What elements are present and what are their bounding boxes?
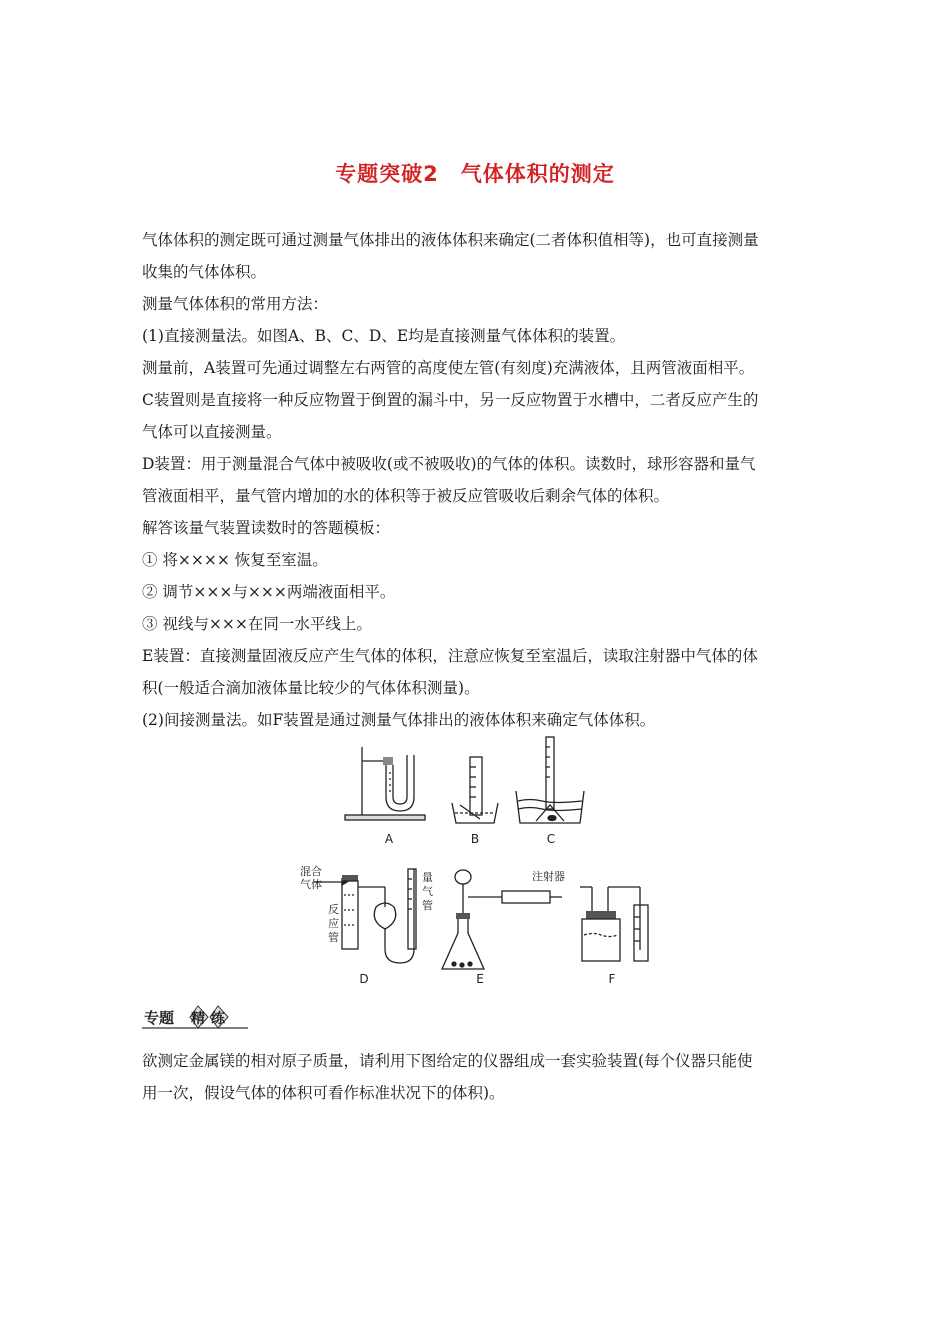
paragraph-line: 测量前，A装置可先通过调整左右两管的高度使左管(有刻度)充满液体，且两管液面相平。 <box>142 359 755 377</box>
section-tag <box>142 1003 252 1033</box>
paragraph-line: 气体体积的测定既可通过测量气体排出的液体体积来确定(二者体积值相等)，也可直接测量 <box>142 231 759 249</box>
reaction-tube-label: 应 <box>328 917 339 930</box>
label-d: D <box>359 972 369 986</box>
section-tag-text: 专题 <box>144 1009 175 1027</box>
section-tag-char: 精 <box>191 1011 205 1027</box>
apparatus-e <box>442 870 562 969</box>
apparatus-c <box>516 737 584 823</box>
paragraph-line: 解答该量气装置读数时的答题模板： <box>142 519 391 537</box>
label-f: F <box>608 972 616 986</box>
apparatus-f <box>580 887 648 961</box>
paragraph-line: 气体可以直接测量。 <box>142 423 282 441</box>
paragraph-line: ① 将×××× 恢复至室温。 <box>142 551 328 569</box>
page-title: 专题突破2 气体体积的测定 <box>335 162 615 186</box>
mixed-gas-label-1: 混合 <box>300 865 322 878</box>
gas-burette-label: 气 <box>422 885 433 898</box>
syringe-label: 注射器 <box>532 870 565 883</box>
apparatus-a <box>345 747 425 820</box>
reaction-tube-label: 管 <box>328 931 339 944</box>
paragraph-line: (1)直接测量法。如图A、B、C、D、E均是直接测量气体体积的装置。 <box>142 327 626 345</box>
label-e: E <box>476 972 484 986</box>
label-b: B <box>470 832 480 846</box>
label-c: C <box>546 832 556 846</box>
paragraph-line: ③ 视线与×××在同一水平线上。 <box>142 615 372 633</box>
mixed-gas-label-2: 气体 <box>300 878 322 891</box>
gas-burette-label: 管 <box>422 899 433 912</box>
paragraph-line: D装置：用于测量混合气体中被吸收(或不被吸收)的气体的体积。读数时，球形容器和量气 <box>142 455 756 473</box>
exercise-line: 用一次，假设气体的体积可看作标准状况下的体积)。 <box>142 1084 505 1102</box>
section-tag-char: 练 <box>211 1011 225 1027</box>
apparatus-b <box>452 757 498 823</box>
paragraph-line: ② 调节×××与×××两端液面相平。 <box>142 583 396 601</box>
reaction-tube-label: 反 <box>328 903 339 916</box>
apparatus-figure <box>290 735 670 995</box>
exercise-line: 欲测定金属镁的相对原子质量，请利用下图给定的仪器组成一套实验装置(每个仪器只能使 <box>142 1052 753 1070</box>
paragraph-line: C装置则是直接将一种反应物置于倒置的漏斗中，另一反应物置于水槽中，二者反应产生的 <box>142 391 759 409</box>
paragraph-line: 测量气体体积的常用方法： <box>142 295 329 313</box>
paragraph-line: 管液面相平，量气管内增加的水的体积等于被反应管吸收后剩余气体的体积。 <box>142 487 670 505</box>
paragraph-line: 积(一般适合滴加液体量比较少的气体体积测量)。 <box>142 679 480 697</box>
label-a: A <box>384 832 394 846</box>
apparatus-d <box>314 869 416 963</box>
paragraph-line: E装置：直接测量固液反应产生气体的体积，注意应恢复至室温后，读取注射器中气体的体 <box>142 647 758 665</box>
paragraph-line: 收集的气体体积。 <box>142 263 267 281</box>
paragraph-line: (2)间接测量法。如F装置是通过测量气体排出的液体体积来确定气体体积。 <box>142 711 656 729</box>
gas-burette-label: 量 <box>422 871 433 884</box>
